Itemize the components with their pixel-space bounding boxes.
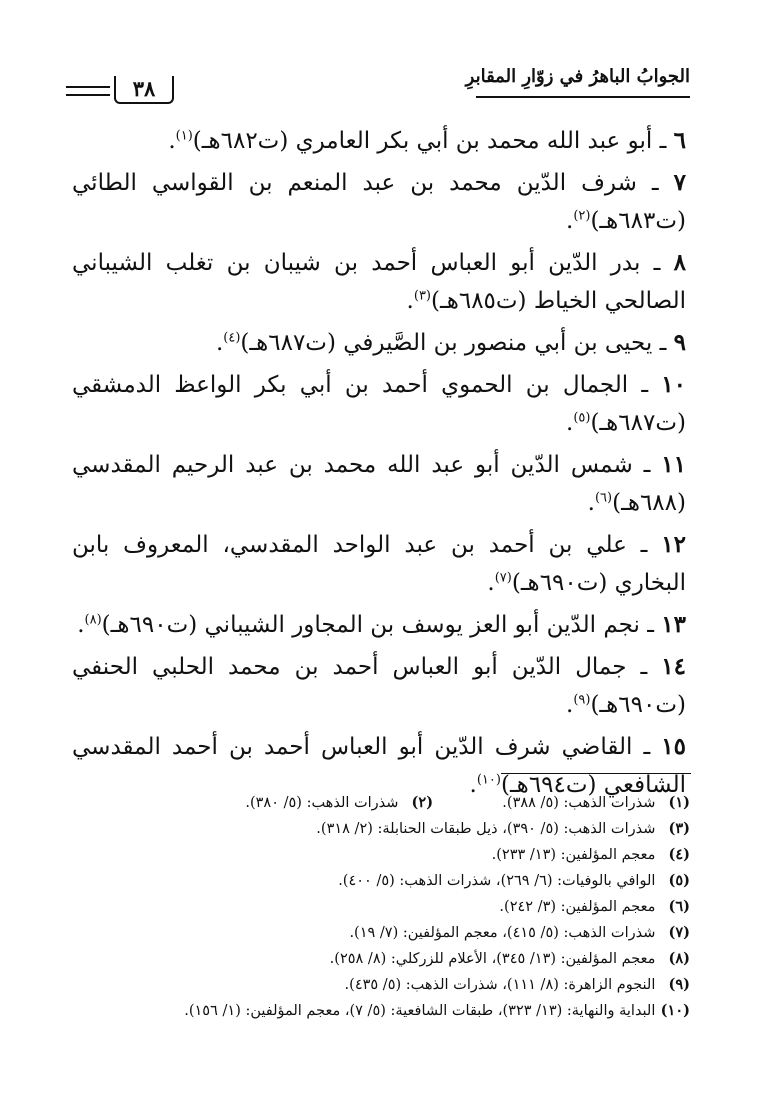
entry: ٨ ـ بدر الدّين أبو العباس أحمد بن شيبان بن تغلب الشيباني الصالحي الخياط (ت٦٨٥هـ)$^{(٣)}$.	[72, 249, 686, 314]
footnote-ref: (٧)	[494, 570, 512, 586]
entry-number: ١٣	[661, 611, 686, 638]
footnote-text: النجوم الزاهرة: (٨/ ١١١)، شذرات الذهب: (٥/ ٤٣٥).	[344, 977, 656, 993]
entry-number: ٧	[673, 169, 686, 196]
footnotes	[66, 790, 690, 1024]
footnote-text: الوافي بالوفيات: (٦/ ٢٦٩)، شذرات الذهب: (٥/ ٤٠٠).	[338, 873, 656, 889]
footnote-ref: (٩)	[573, 692, 591, 708]
page-number: ٣٨	[114, 76, 174, 104]
footnote-ref: (١٠)	[476, 772, 501, 788]
entry-text: نجم الدّين أبو العز يوسف بن المجاور الشيباني (ت٦٩٠هـ)	[101, 612, 640, 638]
footnote-text: شذرات الذهب: (٥/ ٣٨٨).	[502, 795, 656, 811]
footnote-line	[66, 868, 690, 894]
entry: ١٢ ـ علي بن أحمد بن عبد الواحد المقدسي، المعروف بابن البخاري (ت٦٩٠هـ)$^{(٧)}$.	[72, 531, 686, 596]
footnote-number: (٣)	[668, 820, 690, 837]
footnote-line	[66, 998, 690, 1024]
footnote-ref: (٢)	[573, 208, 591, 224]
entry-number: ١٤	[661, 653, 686, 680]
footnote-line	[66, 946, 690, 972]
footnote-text: شذرات الذهب: (٥/ ٤١٥)، معجم المؤلفين: (٧/ ١٩).	[349, 925, 656, 941]
footnote-number: (٨)	[668, 950, 690, 967]
entry-text: الجمال بن الحموي أحمد بن أبي بكر الواعظ الدمشقي (ت٦٨٧هـ)	[72, 372, 686, 436]
entry-number: ١٢	[661, 531, 686, 558]
footnote-line	[66, 894, 690, 920]
entry-number: ٨	[673, 249, 686, 276]
footnote-line	[66, 816, 690, 842]
footnote-number: (٦)	[668, 898, 690, 915]
footnote-line	[66, 972, 690, 998]
entry-number: ١٥	[661, 733, 686, 760]
entry-text: شمس الدّين أبو عبد الله محمد بن عبد الرحيم المقدسي (٦٨٨هـ)	[72, 452, 686, 516]
footnote-line	[66, 920, 690, 946]
entry-text: يحيى بن أبي منصور بن الصَّيرفي (ت٦٨٧هـ)	[240, 330, 653, 356]
entry: ٩ ـ يحيى بن أبي منصور بن الصَّيرفي (ت٦٨٧هـ)$^{(٤)}$.	[215, 329, 686, 356]
footnote-text: معجم المؤلفين: (١٣/ ٢٣٣).	[491, 847, 656, 863]
footnote-number: (٧)	[668, 924, 690, 941]
page-header	[66, 62, 690, 112]
footnote-ref: (٥)	[573, 410, 591, 426]
entry: ٧ ـ شرف الدّين محمد بن عبد المنعم بن القواسي الطائي (ت٦٨٣هـ)$^{(٢)}$.	[72, 169, 686, 234]
running-title: الجوابُ الباهرُ في زوّارِ المقابرِ	[465, 66, 690, 87]
footnote-number: (٤)	[668, 846, 690, 863]
title-underline	[476, 96, 690, 98]
entry-text: بدر الدّين أبو العباس أحمد بن شيبان بن تغلب الشيباني الصالحي الخياط (ت٦٨٥هـ)	[72, 250, 686, 314]
footnote-number: (١٠)	[660, 1002, 690, 1019]
footnote-ref: (٤)	[223, 330, 241, 346]
footnote-text: البداية والنهاية: (١٣/ ٣٢٣)، طبقات الشافعية: (٥/ ٧)، معجم المؤلفين: (١/ ١٥٦).	[184, 1003, 656, 1019]
entry-number: ١٠	[661, 371, 686, 398]
footnote-ref: (٣)	[413, 288, 431, 304]
footnote-ref: (١)	[175, 128, 193, 144]
entry: ١١ ـ شمس الدّين أبو عبد الله محمد بن عبد الرحيم المقدسي (٦٨٨هـ)$^{(٦)}$.	[72, 451, 686, 516]
main-text	[72, 122, 686, 808]
entry-text: علي بن أحمد بن عبد الواحد المقدسي، المعروف بابن البخاري (ت٦٩٠هـ)	[72, 532, 686, 596]
header-double-rule	[66, 86, 110, 96]
entry: ١٣ ـ نجم الدّين أبو العز يوسف بن المجاور الشيباني (ت٦٩٠هـ)$^{(٨)}$.	[77, 611, 686, 638]
entry-number: ٦	[673, 127, 686, 154]
entry: ٦ ـ أبو عبد الله محمد بن أبي بكر العامري (ت٦٨٢هـ)$^{(١)}$.	[168, 127, 686, 154]
footnote-text: شذرات الذهب: (٥/ ٣٨٠).	[245, 795, 399, 811]
footnote-ref: (٦)	[594, 490, 613, 506]
entry: ١٠ ـ الجمال بن الحموي أحمد بن أبي بكر الواعظ الدمشقي (ت٦٨٧هـ)$^{(٥)}$.	[72, 371, 686, 436]
footnote-number: (٢)	[411, 794, 434, 811]
entry-text: القاضي شرف الدّين أبو العباس أحمد بن أحمد المقدسي الشافعي (ت٦٩٤هـ)	[72, 734, 686, 798]
footnote-line	[66, 842, 690, 868]
entry-number: ١١	[661, 451, 686, 478]
footnote-text: معجم المؤلفين: (١٣/ ٣٤٥)، الأعلام للزركلي: (٨/ ٢٥٨).	[329, 951, 656, 967]
footnote-ref: (٨)	[84, 612, 102, 628]
entry-text: شرف الدّين محمد بن عبد المنعم بن القواسي الطائي (ت٦٨٣هـ)	[72, 170, 686, 234]
footnote-number: (٩)	[668, 976, 690, 993]
entry-text: جمال الدّين أبو العباس أحمد بن محمد الحلبي الحنفي (ت٦٩٠هـ)	[72, 654, 686, 718]
footnote-text: شذرات الذهب: (٥/ ٣٩٠)، ذيل طبقات الحنابلة: (٢/ ٣١٨).	[316, 821, 656, 837]
entry: ١٥ ـ القاضي شرف الدّين أبو العباس أحمد بن أحمد المقدسي الشافعي (ت٦٩٤هـ)$^{(١٠)}$.	[72, 733, 686, 798]
entry-number: ٩	[673, 329, 686, 356]
footnote-text: معجم المؤلفين: (٣/ ٢٤٢).	[499, 899, 656, 915]
entry: ١٤ ـ جمال الدّين أبو العباس أحمد بن محمد الحلبي الحنفي (ت٦٩٠هـ)$^{(٩)}$.	[72, 653, 686, 718]
footnote-number: (١)	[668, 794, 690, 811]
footnote-line	[66, 790, 690, 816]
footnote-separator	[501, 773, 691, 774]
entry-text: أبو عبد الله محمد بن أبي بكر العامري (ت٦٨٢هـ)	[192, 128, 653, 154]
footnote-number: (٥)	[668, 872, 690, 889]
